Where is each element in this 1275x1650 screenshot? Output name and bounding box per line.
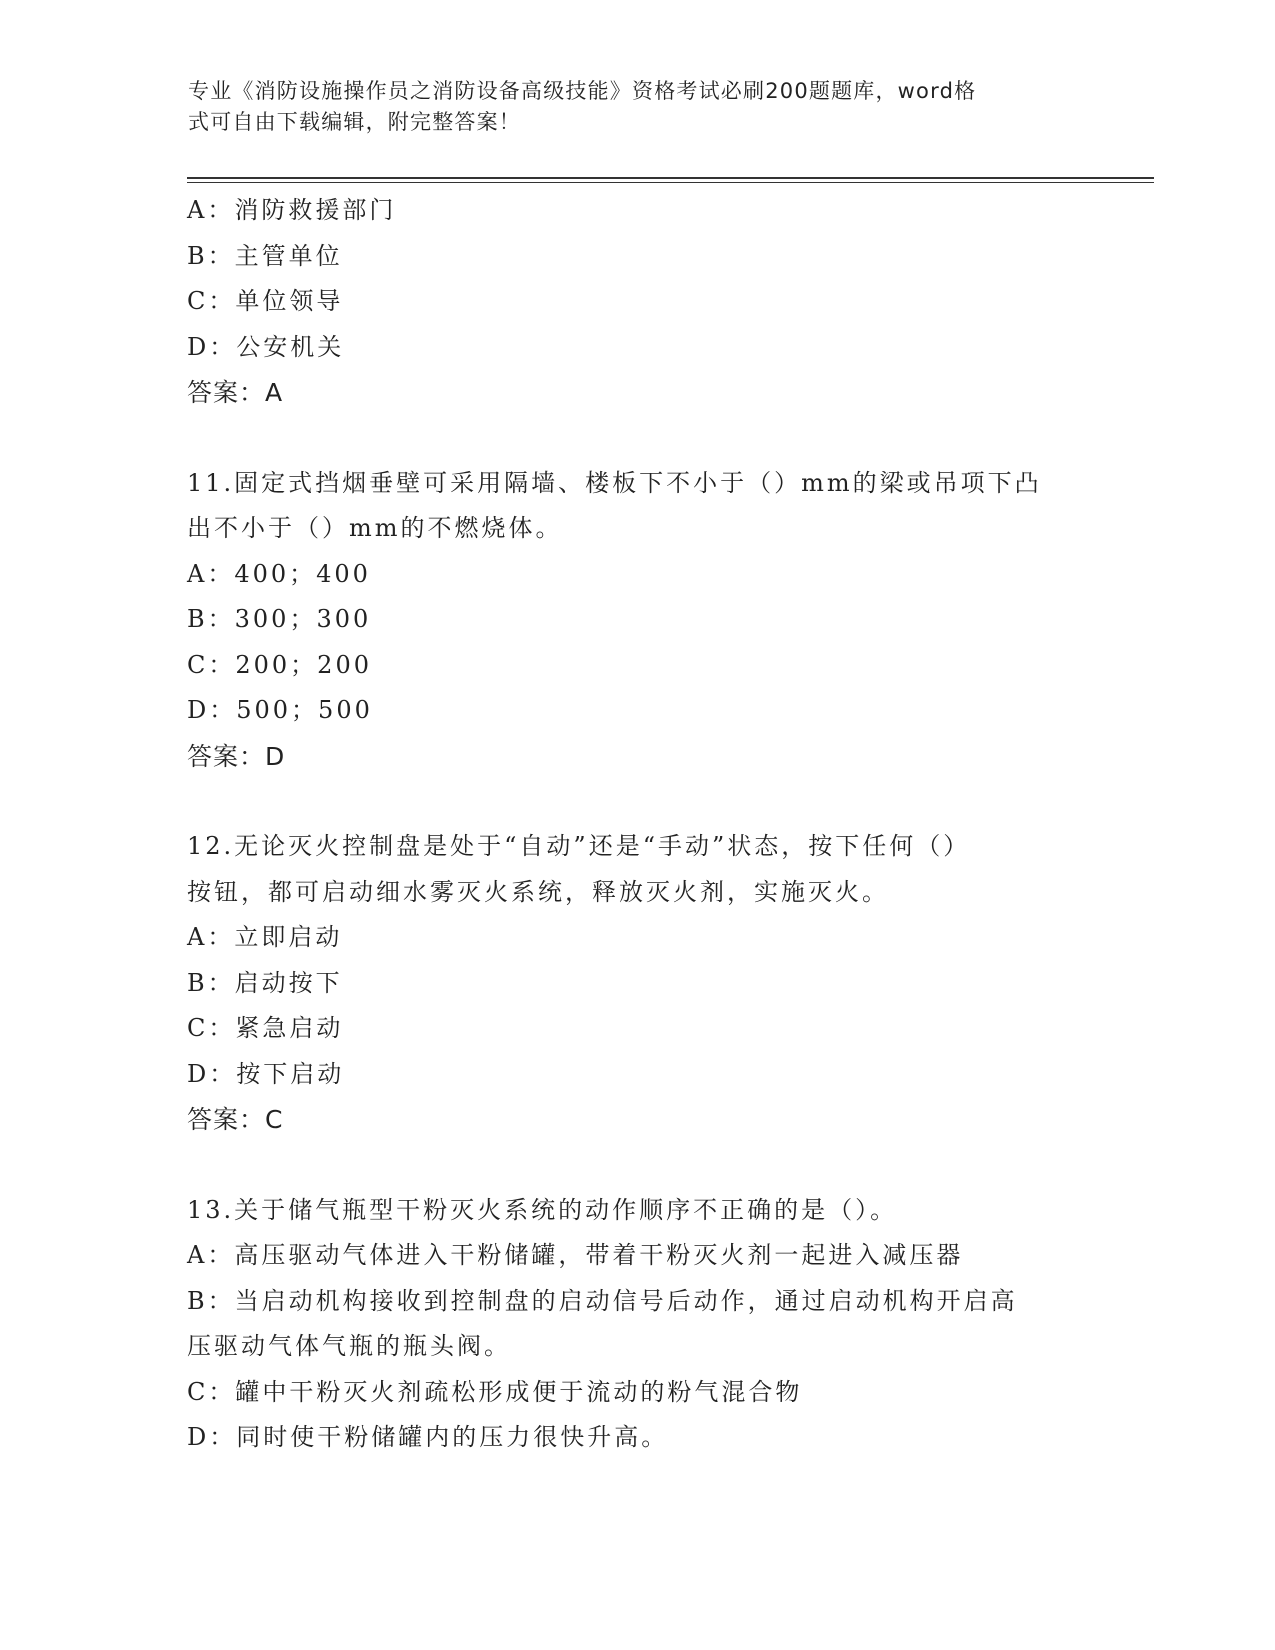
question-stem-line-1: 13.关于储气瓶型干粉灭火系统的动作顺序不正确的是（）。 [187,1195,898,1224]
header-divider [187,177,1154,179]
option-b: B：主管单位 [187,241,343,270]
option-a: A：消防救援部门 [187,196,397,224]
option-b: B：启动按下 [187,968,343,997]
option-d: D：500；500 [187,696,373,724]
question-stem-line-2: 按钮，都可启动细水雾灭火系统，释放灭火剂，实施灭火。 [187,877,889,906]
header-line-1: 专业《消防设施操作员之消防设备高级技能》资格考试必刷200题题库，word格 [188,79,977,103]
question-block-prev [187,188,1087,416]
option-b: B：当启动机构接收到控制盘的启动信号后动作，通过启动机构开启高 [187,1286,1018,1315]
question-block-13 [187,1188,1087,1461]
option-c: C：200；200 [187,650,372,679]
option-c: C：单位领导 [187,287,344,315]
answer-line: 答案：A [187,378,284,407]
document-header [188,76,1068,138]
header-line-2: 式可自由下载编辑，附完整答案！ [188,110,521,134]
question-block-12 [187,824,1087,1143]
option-c: C：紧急启动 [187,1014,344,1042]
option-d: D：同时使干粉储罐内的压力很快升高。 [187,1423,669,1451]
spacer [187,779,1087,824]
option-a: A：高压驱动气体进入干粉储罐，带着干粉灭火剂一起进入减压器 [187,1241,964,1269]
option-a: A：立即启动 [187,923,343,951]
question-stem-line-2: 出不小于（）mm的不燃烧体。 [187,514,563,542]
option-d: D：按下启动 [187,1059,345,1088]
option-d: D：公安机关 [187,332,345,361]
option-b: B：300；300 [187,605,372,633]
option-b-continued: 压驱动气体气瓶的瓶头阀。 [187,1332,511,1360]
answer-line: 答案：D [187,741,286,771]
question-block-11 [187,461,1087,780]
spacer [187,1143,1087,1188]
option-c: C：罐中干粉灭火剂疏松形成便于流动的粉气混合物 [187,1377,803,1406]
answer-line: 答案：C [187,1105,284,1134]
question-stem-line-1: 12.无论灭火控制盘是处于“自动”还是“手动”状态，按下任何（） [187,832,971,860]
question-list [187,188,1087,1461]
spacer [187,416,1087,461]
header-divider-thin [187,182,1154,183]
question-stem-line-1: 11.固定式挡烟垂壁可采用隔墙、楼板下不小于（）mm的梁或吊项下凸 [187,468,1042,497]
option-a: A：400；400 [187,559,371,588]
